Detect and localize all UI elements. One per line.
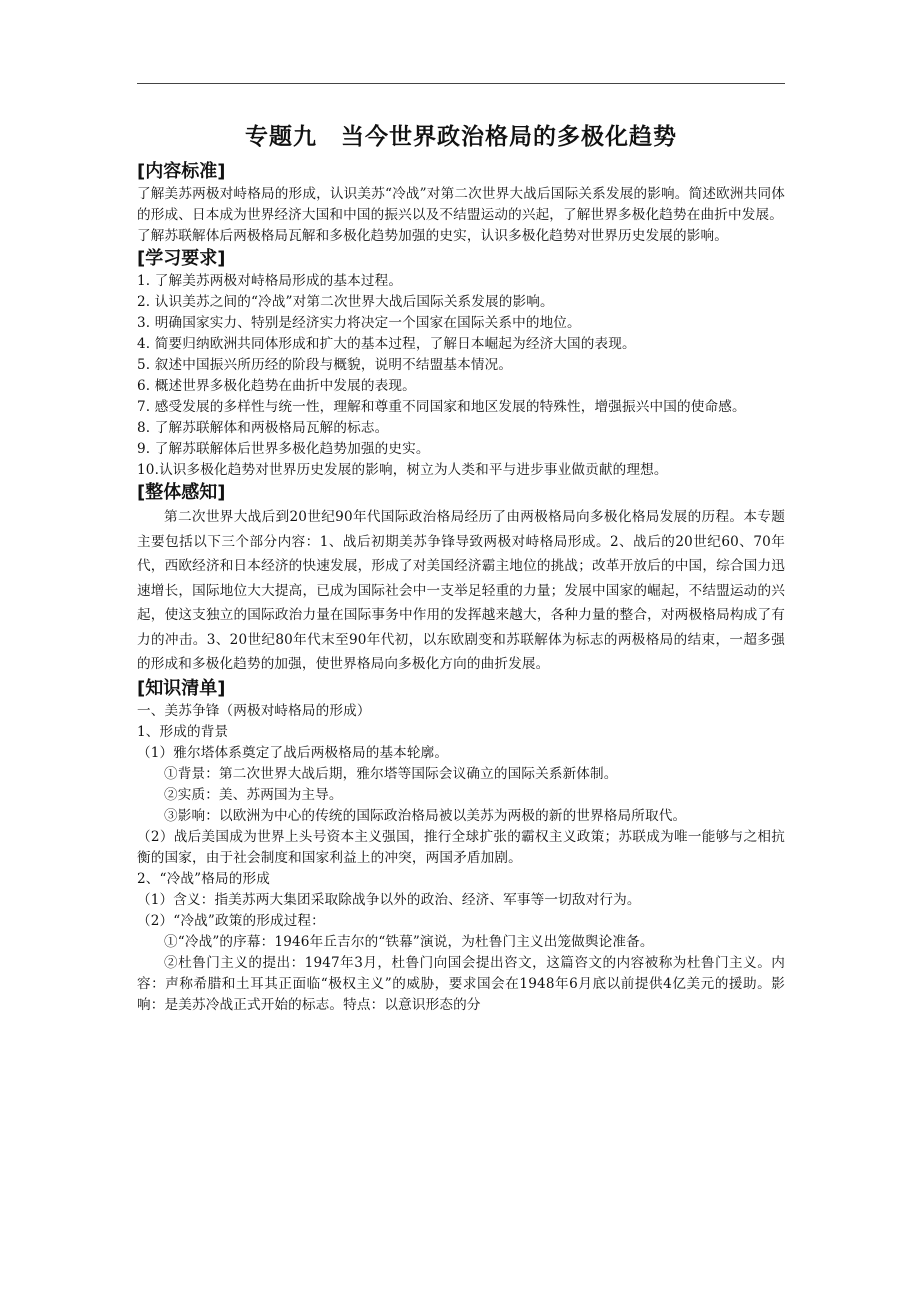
requirement-item: 10.认识多极化趋势对世界历史发展的影响，树立为人类和平与进步事业做贡献的理想。 <box>137 462 668 478</box>
knowledge-line: （2）“冷战”政策的形成过程： <box>137 912 325 929</box>
knowledge-line: ②实质：美、苏两国为主导。 <box>164 786 343 803</box>
knowledge-line: ②杜鲁门主义的提出：1947年3月，杜鲁门向国会提出咨文，这篇咨文的内容被称为杜鲁门主义。内容：声称希腊和土耳其正面临“极权主义”的威胁，要求国会在1948年6月底以前提供4亿美元的援助。影响：是美苏冷战正式开始的标志。特点：以意识形态的分 <box>137 954 785 1013</box>
content-standard-paragraph: 了解苏联解体后两极格局瓦解和多极化趋势加强的史实，认识多极化趋势对世界历史发展的影响。 <box>137 228 728 244</box>
requirement-item: 2. 认识美苏之间的“冷战”对第二次世界大战后国际关系发展的影响。 <box>137 294 554 310</box>
requirement-item: 3. 明确国家实力、特别是经济实力将决定一个国家在国际关系中的地位。 <box>137 315 581 331</box>
content-standard-paragraph: 了解美苏两极对峙格局的形成，认识美苏“冷战”对第二次世界大战后国际关系发展的影响。简述欧洲共同体的形成、日本成为世界经济大国和中国的振兴以及不结盟运动的兴起，了解世界多极化趋势在曲折中发展。 <box>137 186 785 223</box>
knowledge-line: （1）雅尔塔体系奠定了战后两极格局的基本轮廓。 <box>137 744 449 761</box>
section-heading-content-standard: [内容标准] <box>137 161 226 182</box>
header-rule <box>137 83 785 84</box>
overview-paragraph: 第二次世界大战后到20世纪90年代国际政治格局经历了由两极格局向多极化格局发展的历程。本专题主要包括以下三个部分内容：1、战后初期美苏争锋导致两极对峙格局形成。2、战后的20世纪60、70年代，西欧经济和日本经济的快速发展，形成了对美国经济霸主地位的挑战；改革开放后的中国，综合国力迅速增长，国际地位大大提高，已成为国际社会中一支举足轻重的力量；发展中国家的崛起，不结盟运动的兴起，使这支独立的国际政治力量在国际事务中作用的发挥越来越大，各种力量的整合，对两极格局构成了有力的冲击。3、20世纪80年代末至90年代初，以东欧剧变和苏联解体为标志的两极格局的结束，一超多强的形成和多极化趋势的加强，使世界格局向多极化方向的曲折发展。 <box>137 509 785 672</box>
knowledge-line: （2）战后美国成为世界上头号资本主义强国，推行全球扩张的霸权主义政策；苏联成为唯一能够与之相抗衡的国家，由于社会制度和国家利益上的冲突，两国矛盾加剧。 <box>137 828 785 866</box>
requirement-item: 8. 了解苏联解体和两极格局瓦解的标志。 <box>137 420 389 436</box>
knowledge-line: 2、“冷战”格局的形成 <box>137 870 270 887</box>
knowledge-line: ③影响：以欧洲为中心的传统的国际政治格局被以美苏为两极的新的世界格局所取代。 <box>164 807 687 824</box>
knowledge-line: （1）含义：指美苏两大集团采取除战争以外的政治、经济、军事等一切敌对行为。 <box>137 891 641 908</box>
section-heading-learning-requirements: [学习要求] <box>137 248 226 269</box>
requirement-item: 6. 概述世界多极化趋势在曲折中发展的表现。 <box>137 378 416 394</box>
requirement-item: 9. 了解苏联解体后世界多极化趋势加强的史实。 <box>137 441 430 457</box>
document-body <box>137 160 785 1016</box>
section-heading-overview: [整体感知] <box>137 482 226 503</box>
page-title: 专题九 当今世界政治格局的多极化趋势 <box>245 124 677 150</box>
requirement-item: 5. 叙述中国振兴所历经的阶段与概貌，说明不结盟基本情况。 <box>137 357 513 373</box>
knowledge-line: ①背景：第二次世界大战后期，雅尔塔等国际会议确立的国际关系新体制。 <box>164 765 618 782</box>
knowledge-line: 1、形成的背景 <box>137 723 229 740</box>
section-heading-knowledge-list: [知识清单] <box>137 677 226 699</box>
knowledge-line: ①“冷战”的序幕：1946年丘吉尔的“铁幕”演说，为杜鲁门主义出笼做舆论准备。 <box>164 933 654 950</box>
requirement-item: 1. 了解美苏两极对峙格局形成的基本过程。 <box>137 273 403 289</box>
knowledge-line: 一、美苏争锋（两极对峙格局的形成） <box>137 702 371 719</box>
requirement-item: 4. 简要归纳欧洲共同体形成和扩大的基本过程，了解日本崛起为经济大国的表现。 <box>137 336 636 352</box>
requirement-item: 7. 感受发展的多样性与统一性，理解和尊重不同国家和地区发展的特殊性，增强振兴中国的使命感。 <box>137 399 746 415</box>
